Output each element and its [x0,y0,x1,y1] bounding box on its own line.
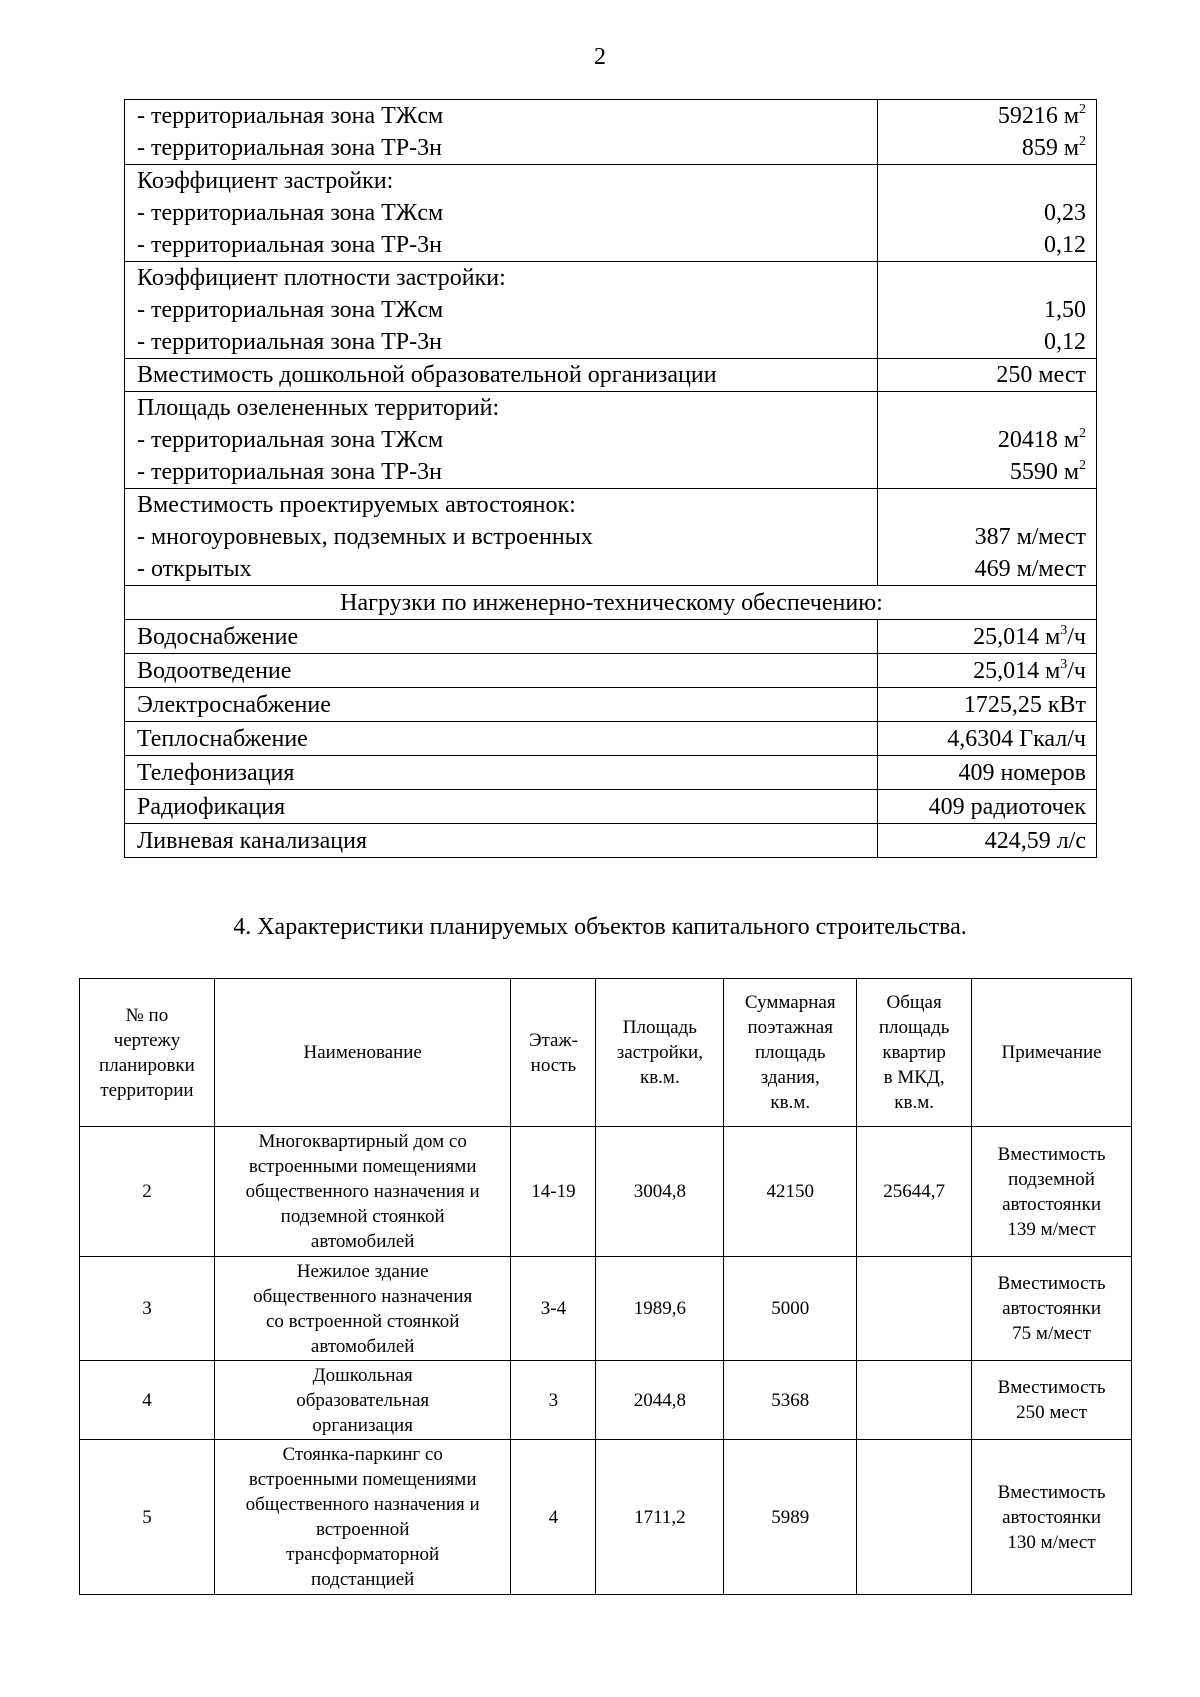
summary-label: Площадь озелененных территорий: [137,395,500,421]
cell-total-area: 5989 [724,1440,857,1595]
cell-note: Вместимость подземной автостоянки 139 м/мест [972,1127,1132,1257]
header-drawing-number: № по чертежу планировки территории [80,979,215,1127]
load-row [125,722,1097,756]
cell-note: Вместимость автостоянки 75 м/мест [972,1257,1132,1361]
summary-value: 20418 $м^2$ [997,426,1086,453]
table-row [80,1127,1132,1257]
summary-value: 59216 $м^2$ [997,102,1086,129]
summary-row [125,392,1097,489]
summary-value-cell [878,489,1097,586]
header-total-area: Суммарная поэтажная площадь здания, кв.м. [724,979,857,1127]
summary-label: - территориальная зона ТР-3н [137,459,442,485]
cell-name: Дошкольная образовательная организация [214,1361,511,1440]
load-label: Радиофикация [125,790,878,824]
summary-table [124,99,1097,858]
cell-apartments-area [857,1257,972,1361]
summary-label: - территориальная зона ТЖсм [137,297,444,323]
table-row [80,1440,1132,1595]
cell-apartments-area [857,1440,972,1595]
cell-floors: 3-4 [511,1257,596,1361]
header-apartments-area: Общая площадь квартир в МКД, кв.м. [857,979,972,1127]
summary-label-cell [125,489,878,586]
load-value: 25,014 $м^3/ч$ [878,620,1097,654]
summary-value: 1,50 [1044,297,1086,323]
summary-row [125,489,1097,586]
cell-note: Вместимость 250 мест [972,1361,1132,1440]
load-row [125,824,1097,858]
summary-label: - территориальная зона ТР-3н [137,329,442,355]
summary-value-cell [878,392,1097,489]
summary-value-cell [878,262,1097,359]
table-row [80,1361,1132,1440]
summary-label-cell [125,165,878,262]
cell-number: 5 [80,1440,215,1595]
header-note: Примечание [972,979,1132,1127]
objects-header-row [80,979,1132,1127]
cell-apartments-area [857,1361,972,1440]
summary-label: - территориальная зона ТЖсм [137,427,444,453]
cell-name: Многоквартирный дом со встроенными помещениями общественного назначения и подземной стоянкой автомобилей [214,1127,511,1257]
objects-table [79,978,1132,1595]
cell-floors: 4 [511,1440,596,1595]
load-label: Водоотведение [125,654,878,688]
summary-label: - территориальная зона ТЖсм [137,200,444,226]
header-name: Наименование [214,979,511,1127]
cell-floors: 14-19 [511,1127,596,1257]
load-row [125,620,1097,654]
summary-value: 0,23 [1044,200,1086,226]
load-label: Телефонизация [125,756,878,790]
header-built-area: Площадь застройки, кв.м. [596,979,724,1127]
header-floors: Этаж- ность [511,979,596,1127]
summary-value: 859 $м^2$ [1021,134,1086,161]
load-label: Водоснабжение [125,620,878,654]
summary-value-cell [878,359,1097,392]
summary-label: - многоуровневых, подземных и встроенных [137,524,593,550]
load-value: 424,59 л/с [878,824,1097,858]
summary-label: - территориальная зона ТР-3н [137,135,442,161]
cell-number: 3 [80,1257,215,1361]
summary-label: Коэффициент застройки: [137,168,394,194]
summary-value: 0,12 [1044,329,1086,355]
summary-label: Вместимость проектируемых автостоянок: [137,492,576,518]
summary-value [890,165,1086,197]
summary-label: - открытых [137,556,252,582]
summary-row [125,262,1097,359]
cell-total-area: 5000 [724,1257,857,1361]
cell-built-area: 1989,6 [596,1257,724,1361]
summary-value: 469 м/мест [974,556,1086,582]
load-value: 1725,25 кВт [878,688,1097,722]
load-row [125,756,1097,790]
cell-name: Стоянка-паркинг со встроенными помещениями общественного назначения и встроенной трансформаторной подстанцией [214,1440,511,1595]
summary-label: Вместимость дошкольной образовательной организации [137,362,717,388]
cell-note: Вместимость автостоянки 130 м/мест [972,1440,1132,1595]
summary-value [890,262,1086,294]
cell-built-area: 2044,8 [596,1361,724,1440]
cell-built-area: 1711,2 [596,1440,724,1595]
summary-value-cell [878,165,1097,262]
load-value: 409 радиоточек [878,790,1097,824]
page-number: 2 [594,44,606,70]
load-label: Теплоснабжение [125,722,878,756]
summary-value: 387 м/мест [974,524,1086,550]
summary-value: 0,12 [1044,232,1086,258]
cell-number: 2 [80,1127,215,1257]
cell-apartments-area: 25644,7 [857,1127,972,1257]
loads-heading-row [125,586,1097,620]
section-heading: 4. Характеристики планируемых объектов капитального строительства. [233,914,967,940]
load-row [125,654,1097,688]
summary-label: Коэффициент плотности застройки: [137,265,506,291]
summary-row [125,359,1097,392]
table-row [80,1257,1132,1361]
summary-value [890,489,1086,521]
cell-total-area: 42150 [724,1127,857,1257]
summary-value: 5590 $м^2$ [1009,458,1086,485]
summary-label: - территориальная зона ТЖсм [137,103,444,129]
summary-value [890,392,1086,424]
load-value: 4,6304 Гкал/ч [878,722,1097,756]
load-row [125,790,1097,824]
load-value: 25,014 $м^3/ч$ [878,654,1097,688]
load-value: 409 номеров [878,756,1097,790]
summary-label-cell [125,262,878,359]
cell-number: 4 [80,1361,215,1440]
summary-label-cell [125,359,878,392]
loads-heading: Нагрузки по инженерно-техническому обеспечению: [125,586,1097,620]
load-row [125,688,1097,722]
cell-name: Нежилое здание общественного назначения со встроенной стоянкой автомобилей [214,1257,511,1361]
load-label: Электроснабжение [125,688,878,722]
summary-row [125,165,1097,262]
cell-total-area: 5368 [724,1361,857,1440]
cell-floors: 3 [511,1361,596,1440]
cell-built-area: 3004,8 [596,1127,724,1257]
summary-label-cell [125,392,878,489]
summary-label-cell [125,100,878,165]
summary-value: 250 мест [996,362,1086,388]
summary-label: - территориальная зона ТР-3н [137,232,442,258]
load-label: Ливневая канализация [125,824,878,858]
summary-row [125,100,1097,165]
summary-value-cell [878,100,1097,165]
